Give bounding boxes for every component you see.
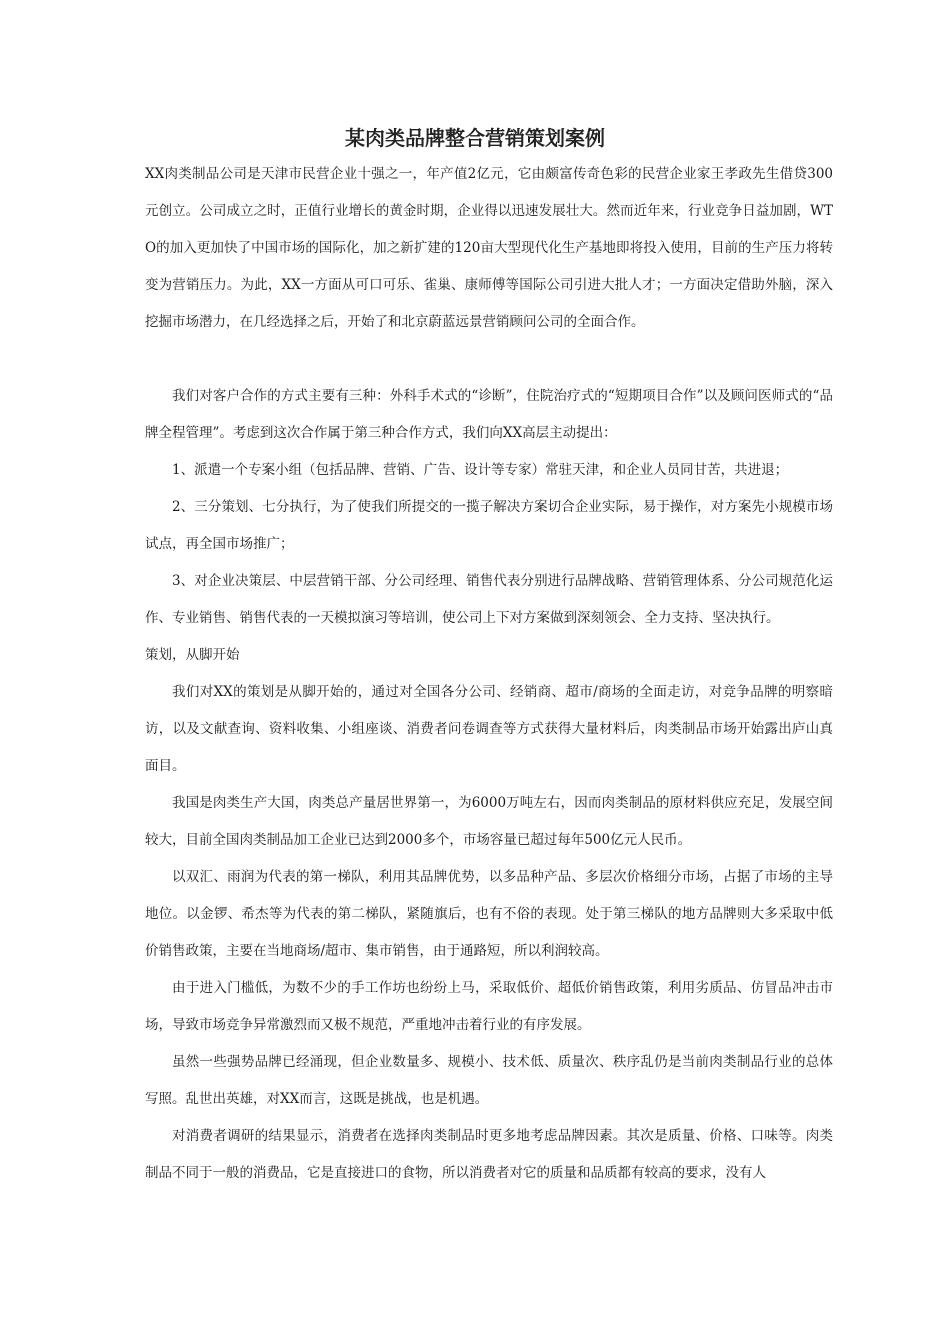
paragraph-research-approach: 我们对XX的策划是从脚开始的，通过对全国各分公司、经销商、超市/商场的全面走访，对竞争品牌的明察暗访，以及文献查询、资料收集、小组座谈、消费者问卷调查等方式获得大量材料后，肉类制品市场开始露出庐山真面目。 (145, 684, 833, 774)
paragraph-spacer (145, 341, 833, 378)
list-item-1: 1、派遣一个专案小组（包括品牌、营销、广告、设计等专家）常驻天津，和企业人员同甘苦，共进退； (172, 462, 789, 478)
paragraph-market-size: 我国是肉类生产大国，肉类总产量居世界第一，为6000万吨左右，因而肉类制品的原材料供应充足，发展空间较大，目前全国肉类制品加工企业已达到2000多个，市场容量已超过每年500亿元人民币。 (145, 795, 833, 848)
document-body (145, 156, 833, 1192)
list-item-3: 3、对企业决策层、中层营销干部、分公司经理、销售代表分别进行品牌战略、营销管理体系、分公司规范化运作、专业销售、销售代表的一天模拟演习等培训，使公司上下对方案做到深刻领会、全力支持、坚决执行。 (145, 573, 833, 626)
document-title: 某肉类品牌整合营销策划案例 (345, 126, 605, 150)
paragraph-low-barrier: 由于进入门槛低，为数不少的手工作坊也纷纷上马，采取低价、超低价销售政策，利用劣质品、仿冒品冲击市场，导致市场竞争异常激烈而又极不规范，严重地冲击着行业的有序发展。 (145, 980, 833, 1033)
section-heading-start-from-feet: 策划，从脚开始 (145, 647, 240, 663)
list-item-2: 2、三分策划、七分执行，为了使我们所提交的一揽子解决方案切合企业实际，易于操作，对方案先小规模市场试点，再全国市场推广； (145, 499, 833, 552)
paragraph-company-intro: XX肉类制品公司是天津市民营企业十强之一，年产值2亿元，它由颇富传奇色彩的民营企业家王孝政先生借贷300元创立。公司成立之时，正值行业增长的黄金时期，企业得以迅速发展壮大。然而近年来，行业竞争日益加剧，WTO的加入更加快了中国市场的国际化，加之新扩建的120亩大型现代化生产基地即将投入使用，目前的生产压力将转变为营销压力。为此，XX一方面从可口可乐、雀巢、康师傅等国际公司引进大批人才；一方面决定借助外脑，深入挖掘市场潜力，在几经选择之后，开始了和北京蔚蓝远景营销顾问公司的全面合作。 (145, 166, 833, 330)
paragraph-brand-tiers: 以双汇、雨润为代表的第一梯队，利用其品牌优势，以多品种产品、多层次价格细分市场，占据了市场的主导地位。以金锣、希杰等为代表的第二梯队，紧随旗后，也有不俗的表现。处于第三梯队的地方品牌则大多采取中低价销售政策，主要在当地商场/超市、集市销售，由于通路短，所以利润较高。 (145, 869, 833, 959)
paragraph-consumer-research: 对消费者调研的结果显示，消费者在选择肉类制品时更多地考虑品牌因素。其次是质量、价格、口味等。肉类制品不同于一般的消费品，它是直接进口的食物，所以消费者对它的质量和品质都有较高的要求，没有人 (145, 1128, 833, 1181)
paragraph-industry-state: 虽然一些强势品牌已经涌现，但企业数量多、规模小、技术低、质量次、秩序乱仍是当前肉类制品行业的总体写照。乱世出英雄，对XX而言，这既是挑战，也是机遇。 (145, 1054, 833, 1107)
paragraph-cooperation-modes: 我们对客户合作的方式主要有三种：外科手术式的“诊断”，住院治疗式的“短期项目合作”以及顾问医师式的“品牌全程管理”。考虑到这次合作属于第三种合作方式，我们向XX高层主动提出： (145, 388, 833, 441)
